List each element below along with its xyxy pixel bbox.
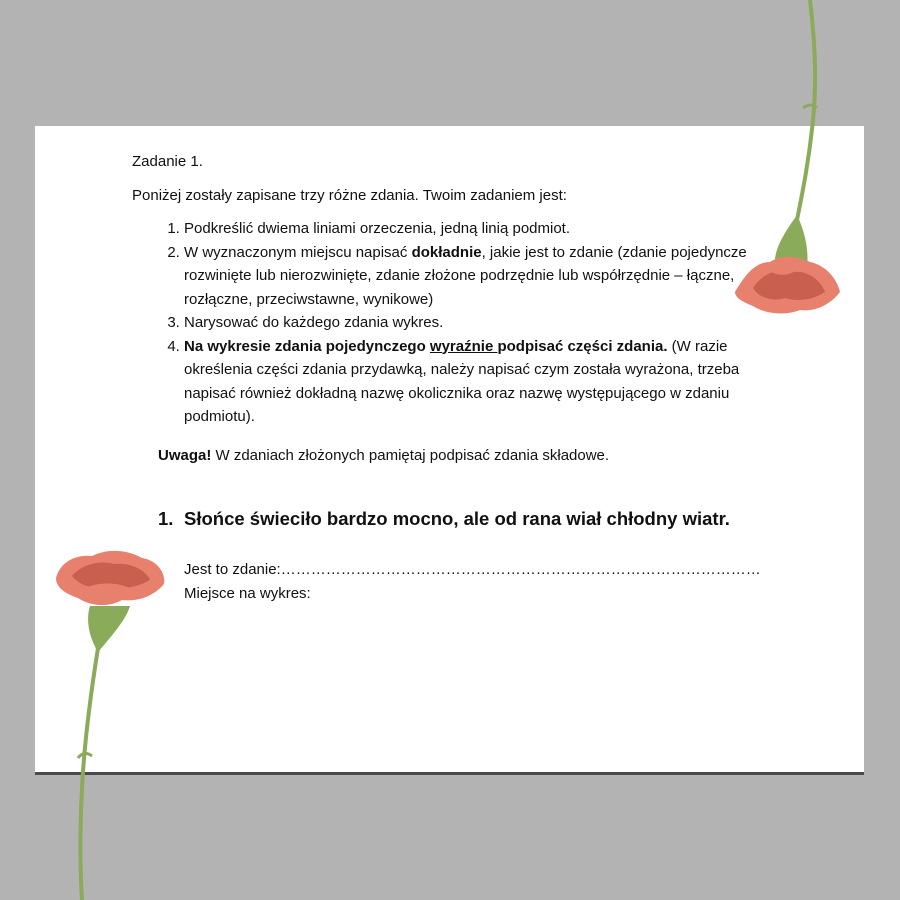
note-text: W zdaniach złożonych pamiętaj podpisać zdania składowe. — [211, 446, 610, 464]
instruction-item — [184, 335, 792, 429]
instruction-item — [184, 217, 792, 241]
task-sentence — [158, 506, 730, 532]
instruction-text: W wyznaczonym miejscu napisać — [184, 243, 412, 261]
note — [158, 444, 792, 468]
instruction-list — [132, 217, 792, 429]
instruction-text: , jakie jest to zdanie (zdanie pojedyncze rozwinięte lub nierozwinięte, zdanie złożone podrzędnie lub współrzędnie – łączne, rozłączne, przeciwstawne, wynikowe) — [184, 243, 747, 308]
note-label: Uwaga! — [158, 446, 212, 464]
sentence-type-line[interactable]: Jest to zdanie:…………………………………………………………………………………… — [184, 561, 761, 578]
instruction-emphasis: Na wykresie zdania pojedynczego — [184, 337, 430, 355]
instruction-text: Podkreślić dwiema liniami orzeczenia, jedną linią podmiot. — [184, 220, 571, 237]
task-sentence-text: Słońce świeciło bardzo mocno, ale od rana wiał chłodny wiatr. — [184, 508, 730, 529]
exercise-intro: Poniżej zostały zapisane trzy różne zdania. Twoim zadaniem jest: — [132, 186, 567, 204]
instruction-text: Narysować do każdego zdania wykres. — [184, 314, 444, 331]
diagram-label: Miejsce na wykres: — [184, 584, 311, 602]
carnation-flower-icon — [50, 548, 170, 900]
answer-area — [184, 558, 761, 605]
instruction-text: (W razie określenia części zdania przydawką, należy napisać czym została wyrażona, trzeba napisać również dokładną nazwę okolicznika oraz nazwę występującego w zdaniu podmiotu). — [184, 337, 740, 425]
document-content — [132, 150, 792, 467]
task-number: 1. — [158, 508, 174, 529]
exercise-title: Zadanie 1. — [132, 153, 203, 170]
carnation-flower-icon — [725, 0, 850, 330]
instruction-emphasis: podpisać części zdania. — [497, 337, 668, 355]
instruction-underline: wyraźnie — [429, 337, 498, 355]
instruction-emphasis: dokładnie — [411, 243, 482, 261]
instruction-item — [184, 241, 792, 312]
instruction-item — [184, 311, 792, 335]
